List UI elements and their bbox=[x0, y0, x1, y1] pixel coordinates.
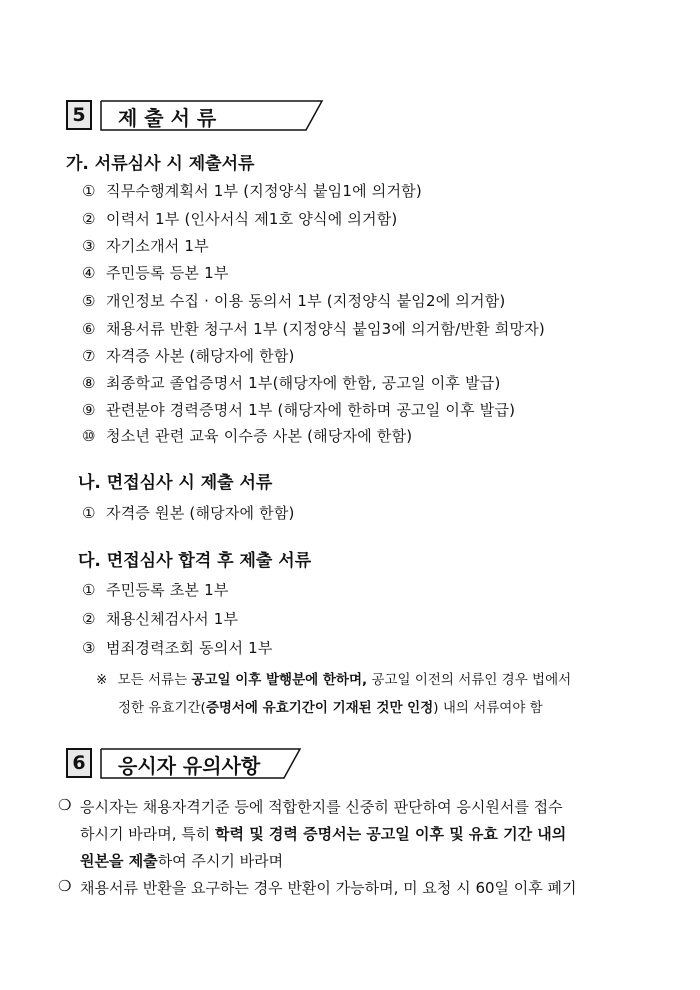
notice-line: 채용서류 반환을 요구하는 경우 반환이 가능하며, 미 요청 시 60일 이후 폐기 bbox=[80, 879, 577, 897]
section-number: 6 bbox=[66, 748, 92, 778]
note-line-2: 정한 유효기간(증명서에 유효기간이 기재된 것만 인정) 내의 서류여야 함 bbox=[118, 700, 543, 716]
list-item: ⑩ 청소년 관련 교육 이수증 사본 (해당자에 한함) bbox=[82, 427, 413, 445]
list-item: ① 직무수행계획서 1부 (지정양식 붙임1에 의거함) bbox=[82, 182, 422, 200]
list-item: ② 이력서 1부 (인사서식 제1호 양식에 의거함) bbox=[82, 210, 398, 228]
list-item: ⑤ 개인정보 수집 · 이용 동의서 1부 (지정양식 붙임2에 의거함) bbox=[82, 292, 506, 310]
reference-mark: ※ bbox=[96, 672, 108, 688]
list-item: ⑦ 자격증 사본 (해당자에 한함) bbox=[82, 347, 295, 365]
group-heading: 가. 서류심사 시 제출서류 bbox=[66, 154, 255, 174]
list-item: ⑥ 채용서류 반환 청구서 1부 (지정양식 붙임3에 의거함/반환 희망자) bbox=[82, 320, 545, 338]
list-item: ② 채용신체검사서 1부 bbox=[82, 610, 239, 628]
bullet-icon: ❍ bbox=[58, 796, 72, 814]
section-number: 5 bbox=[66, 100, 92, 130]
bullet-icon: ❍ bbox=[58, 877, 72, 895]
section-title: 제 출 서 류 bbox=[118, 106, 217, 130]
note-line-1: ※ 모든 서류는 공고일 이후 발행분에 한하며, 공고일 이전의 서류인 경우 법에서 bbox=[96, 672, 572, 688]
notice-line: 응시자는 채용자격기준 등에 적합한지를 신중히 판단하여 응시원서를 접수 bbox=[80, 798, 563, 816]
list-item: ⑨ 관련분야 경력증명서 1부 (해당자에 한하며 공고일 이후 발급) bbox=[82, 401, 516, 419]
list-item: ③ 범죄경력조회 동의서 1부 bbox=[82, 639, 273, 657]
section-title: 응시자 유의사항 bbox=[118, 754, 261, 778]
list-item: ④ 주민등록 등본 1부 bbox=[82, 264, 229, 282]
notice-line: 원본을 제출하여 주시기 바라며 bbox=[80, 852, 284, 870]
group-heading: 나. 면접심사 시 제출 서류 bbox=[78, 473, 273, 493]
list-item: ⑧ 최종학교 졸업증명서 1부(해당자에 한함, 공고일 이후 발급) bbox=[82, 374, 501, 392]
notice-line: 하시기 바라며, 특히 학력 및 경력 증명서는 공고일 이후 및 유효 기간 내의 bbox=[80, 825, 567, 843]
list-item: ① 자격증 원본 (해당자에 한함) bbox=[82, 504, 295, 522]
group-heading: 다. 면접심사 합격 후 제출 서류 bbox=[78, 551, 312, 571]
list-item: ③ 자기소개서 1부 bbox=[82, 237, 209, 255]
list-item: ① 주민등록 초본 1부 bbox=[82, 581, 229, 599]
